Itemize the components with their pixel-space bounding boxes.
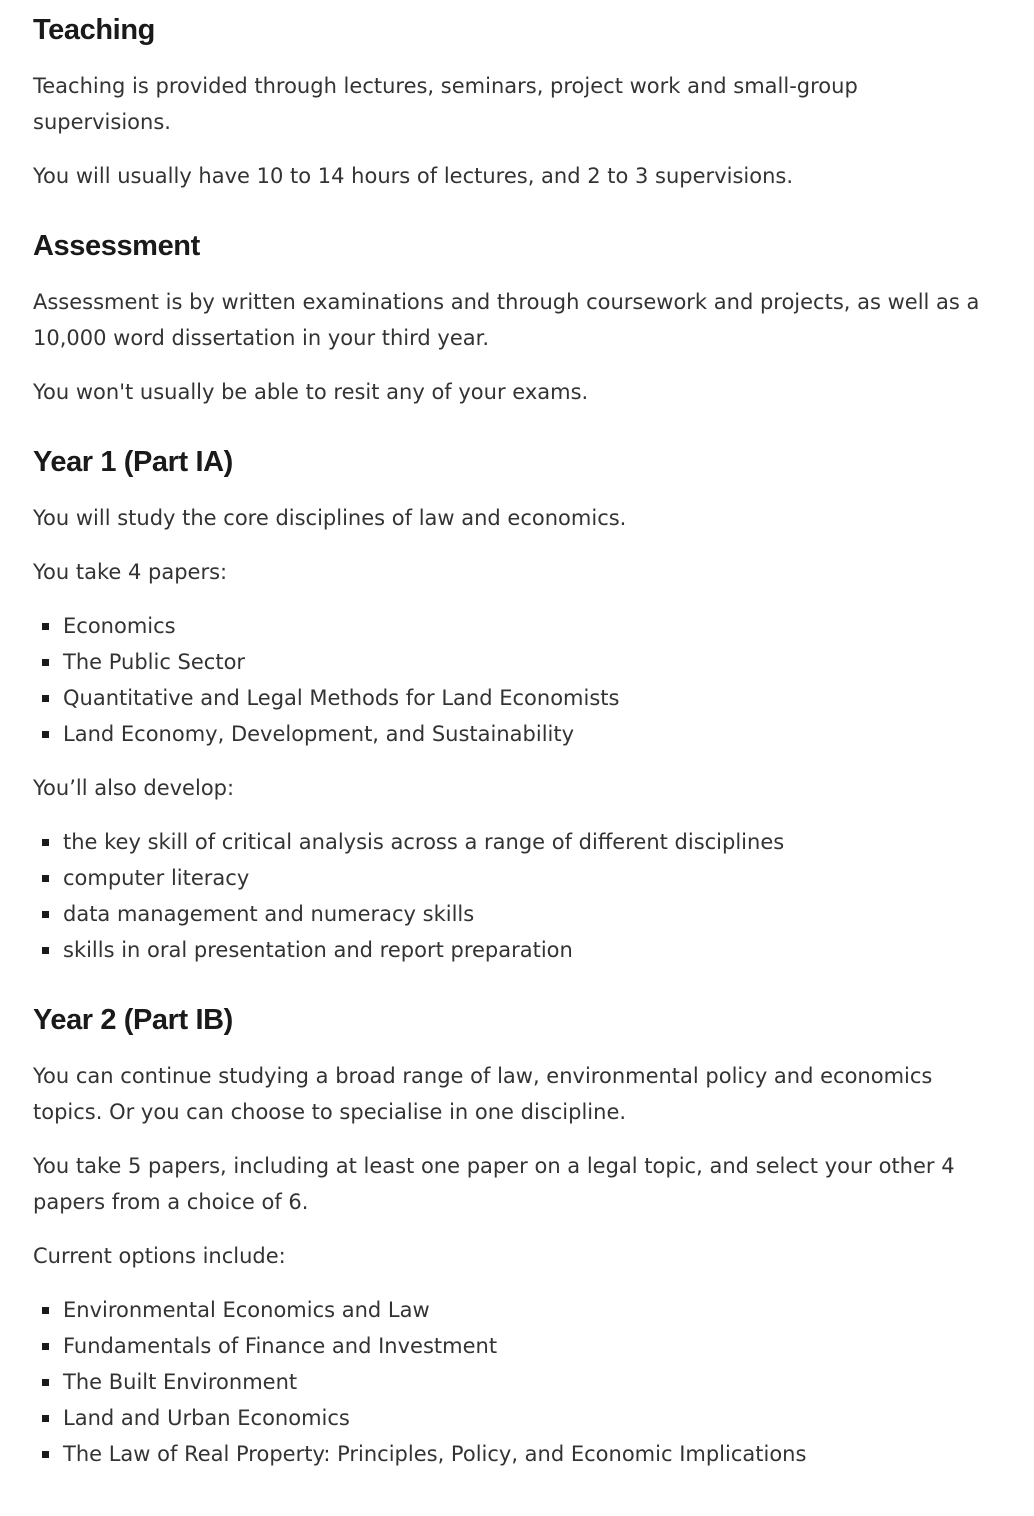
bullet-square-icon <box>42 1451 49 1458</box>
list-item <box>33 1328 1001 1364</box>
list-item <box>33 824 1001 860</box>
bullet-square-icon <box>42 911 49 918</box>
list-item-label: Environmental Economics and Law <box>63 1298 430 1322</box>
bullet-square-icon <box>42 695 49 702</box>
list-item-label: Quantitative and Legal Methods for Land Economists <box>63 686 620 710</box>
list-item-label: The Law of Real Property: Principles, Policy, and Economic Implications <box>63 1442 807 1466</box>
list-item-label: Fundamentals of Finance and Investment <box>63 1334 498 1358</box>
paragraph-assessment-overview: Assessment is by written examinations and through coursework and projects, as well as a 10,000 word dissertation in your third year. <box>33 290 980 350</box>
paragraph-year1-develop-lead: You’ll also develop: <box>33 776 235 800</box>
section-heading-assessment: Assessment <box>33 230 200 262</box>
bullet-square-icon <box>42 875 49 882</box>
list-item <box>33 716 1001 752</box>
bullet-square-icon <box>42 1415 49 1422</box>
paragraph-year2-papers: You take 5 papers, including at least one paper on a legal topic, and select your other 4 papers from a choice of 6. <box>33 1154 955 1214</box>
paragraph-year1-intro: You will study the core disciplines of law and economics. <box>33 506 627 530</box>
paragraph-teaching-overview: Teaching is provided through lectures, seminars, project work and small-group supervisions. <box>33 74 858 134</box>
list-item <box>33 644 1001 680</box>
bullet-square-icon <box>42 1307 49 1314</box>
section-heading-year-2: Year 2 (Part IB) <box>33 1004 233 1036</box>
course-description-content <box>33 14 1001 1472</box>
paragraph-year1-papers-lead: You take 4 papers: <box>33 560 228 584</box>
list-item <box>33 1436 1001 1472</box>
bullet-square-icon <box>42 947 49 954</box>
list-item <box>33 932 1001 968</box>
bullet-square-icon <box>42 1343 49 1350</box>
bullet-square-icon <box>42 839 49 846</box>
paragraph-assessment-resits: You won't usually be able to resit any of your exams. <box>33 380 589 404</box>
bullet-square-icon <box>42 1379 49 1386</box>
list-item <box>33 608 1001 644</box>
list-item-label: The Built Environment <box>63 1370 298 1394</box>
paragraph-teaching-hours: You will usually have 10 to 14 hours of lectures, and 2 to 3 supervisions. <box>33 164 793 188</box>
list-item <box>33 1292 1001 1328</box>
section-heading-teaching: Teaching <box>33 14 155 46</box>
bullet-square-icon <box>42 623 49 630</box>
list-item-label: Land Economy, Development, and Sustainability <box>63 722 575 746</box>
year2-options-list <box>33 1292 1001 1472</box>
list-item-label: Economics <box>63 614 176 638</box>
list-item-label: computer literacy <box>63 866 250 890</box>
list-item-label: The Public Sector <box>63 650 246 674</box>
list-item <box>33 680 1001 716</box>
bullet-square-icon <box>42 731 49 738</box>
section-heading-year-1: Year 1 (Part IA) <box>33 446 233 478</box>
list-item <box>33 1364 1001 1400</box>
list-item-label: data management and numeracy skills <box>63 902 475 926</box>
list-item-label: skills in oral presentation and report preparation <box>63 938 573 962</box>
year1-papers-list <box>33 608 1001 752</box>
list-item-label: the key skill of critical analysis across a range of different disciplines <box>63 830 785 854</box>
list-item <box>33 860 1001 896</box>
list-item <box>33 896 1001 932</box>
list-item <box>33 1400 1001 1436</box>
paragraph-year2-intro: You can continue studying a broad range of law, environmental policy and economics topics. Or you can choose to specialise in one discipline. <box>33 1064 933 1124</box>
year1-skills-list <box>33 824 1001 968</box>
paragraph-year2-options-lead: Current options include: <box>33 1244 286 1268</box>
bullet-square-icon <box>42 659 49 666</box>
list-item-label: Land and Urban Economics <box>63 1406 350 1430</box>
